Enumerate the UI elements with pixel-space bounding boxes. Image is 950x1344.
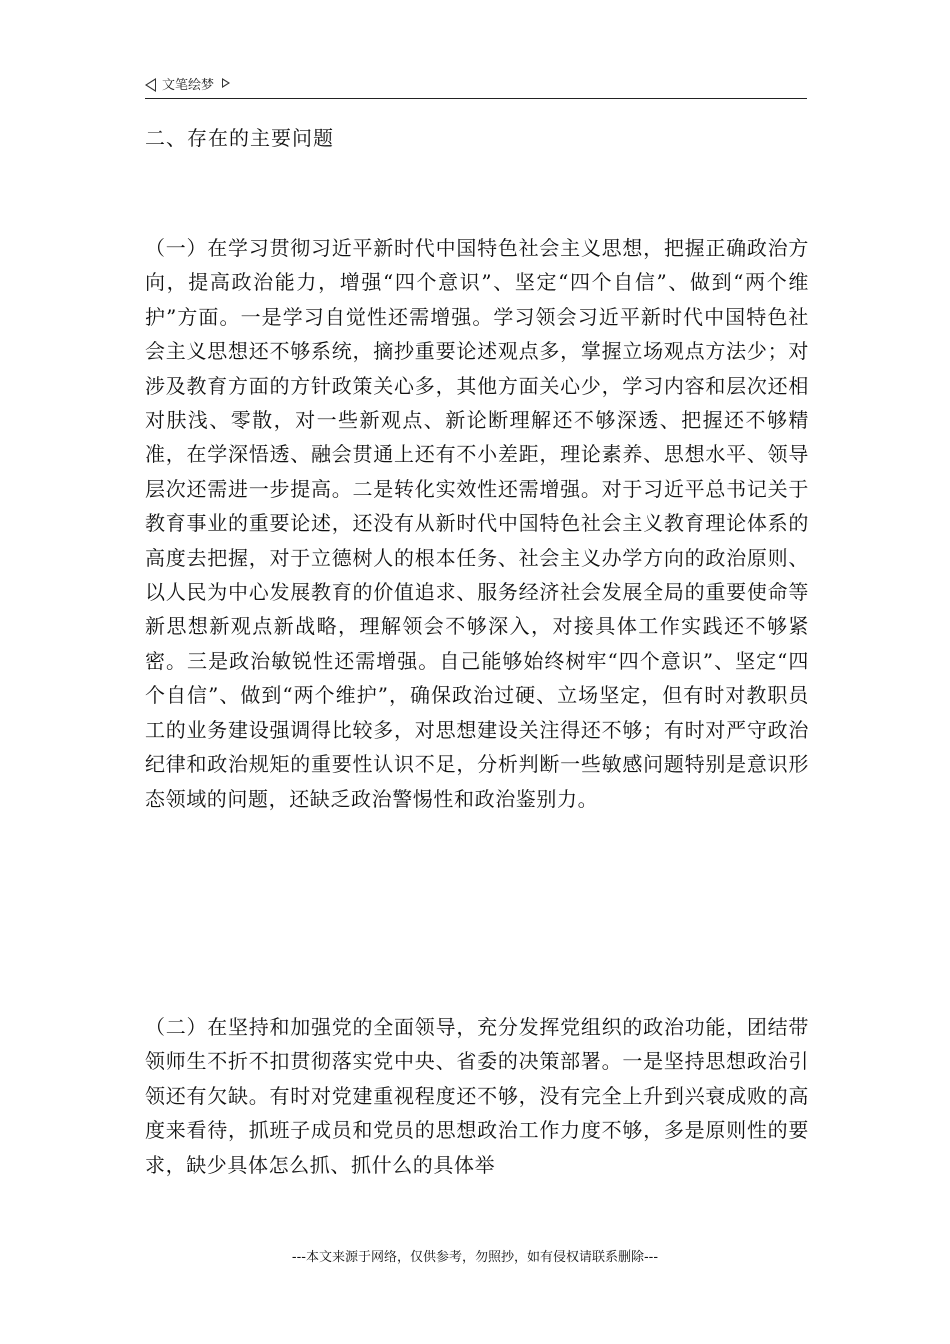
triangle-right-icon — [222, 78, 230, 88]
footer-notice: ---本文来源于网络，仅供参考，勿照抄，如有侵权请联系删除--- — [291, 1250, 659, 1265]
header-brand: 文笔绘梦 — [162, 78, 215, 93]
paragraph-2: （二）在坚持和加强党的全面领导，充分发挥党组织的政治功能，团结带领师生不折不扣贯彻落实党中央、省委的决策部署。一是坚持思想政治引领还有欠缺。有时对党建重视程度还不够，没有完全上升到兴衰成败的高度来看待，抓班子成员和党员的思想政治工作力度不够，多是原则性的要求，缺少具体怎么抓、抓什么的具体举 — [145, 1015, 809, 1177]
paragraph-1: （一）在学习贯彻习近平新时代中国特色社会主义思想，把握正确政治方向，提高政治能力，增强“四个意识”、坚定“四个自信”、做到“两个维护”方面。一是学习自觉性还需增强。学习领会习近平新时代中国特色社会主义思想还不够系统，摘抄重要论述观点多，掌握立场观点方法少；对涉及教育方面的方针政策关心多，其他方面关心少，学习内容和层次还相对肤浅、零散，对一些新观点、新论断理解还不够深透、把握还不够精准，在学深悟透、融会贯通上还有不小差距，理论素养、思想水平、领导层次还需进一步提高。二是转化实效性还需增强。对于习近平总书记关于教育事业的重要论述，还没有从新时代中国特色社会主义教育理论体系的高度去把握，对于立德树人的根本任务、社会主义办学方向的政治原则、以人民为中心发展教育的价值追求、服务经济社会发展全局的重要使命等新思想新观点新战略，理解领会不够深入，对接具体工作实践还不够紧密。三是政治敏锐性还需增强。自己能够始终树牢“四个意识”、坚定“四个自信”、做到“两个维护”，确保政治过硬、立场坚定，但有时对教职员工的业务建设强调得比较多，对思想建设关注得还不够；有时对严守政治纪律和政治规矩的重要性认识不足，分析判断一些敏感问题特别是意识形态领域的问题，还缺乏政治警惕性和政治鉴别力。 — [145, 236, 809, 811]
page-header — [145, 72, 807, 99]
triangle-left-icon — [145, 78, 156, 92]
section-title: 二、存在的主要问题 — [145, 126, 334, 150]
